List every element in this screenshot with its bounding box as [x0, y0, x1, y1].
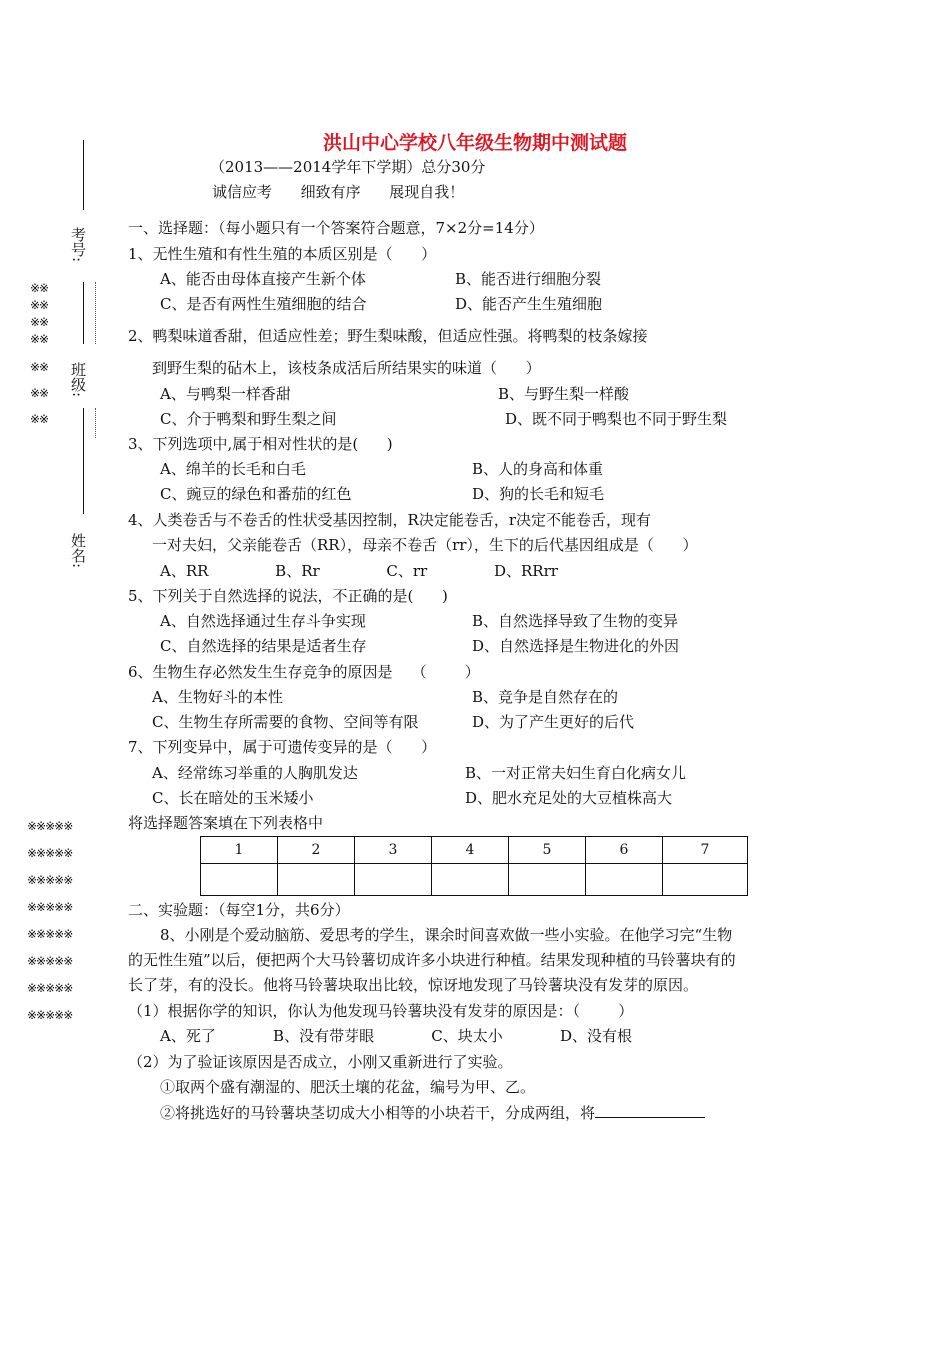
- q8-sub1-options: A、死了 B、没有带芽眼 C、块太小 D、没有根: [160, 1027, 633, 1045]
- q7-stem: 7、下列变异中，属于可遗传变异的是（ ）: [128, 738, 437, 756]
- q2-option-d: D、既不同于鸭梨也不同于野生梨: [505, 410, 728, 428]
- seal-marks: ※※: [30, 298, 49, 312]
- q8-text-line3: 长了芽，有的没长。他将马铃薯块取出比较，惊讶地发现了马铃薯块没有发芽的原因。: [128, 976, 699, 994]
- q1-option-c: C、是否有两性生殖细胞的结合: [160, 295, 367, 313]
- q2-option-b: B、与野生梨一样酸: [498, 385, 630, 403]
- exam-title: 洪山中心学校八年级生物期中测试题: [322, 132, 627, 154]
- seal-marks: ※※: [30, 386, 49, 400]
- q3-stem: 3、下列选项中,属于相对性状的是( ): [128, 435, 393, 453]
- q8-step2-text: ②将挑选好的马铃薯块茎切成大小相等的小块若干，分成两组，将: [160, 1104, 596, 1122]
- q2-stem: 2、鸭梨味道香甜，但适应性差；野生梨味酸，但适应性强。将鸭梨的枝条嫁接: [128, 327, 648, 345]
- q8-text-line2: 的无性生殖”以后，便把两个大马铃薯切成许多小块进行种植。结果发现种植的马铃薯块有的: [128, 951, 736, 969]
- answer-header-6: 6: [586, 837, 663, 864]
- answer-table: [200, 836, 748, 896]
- q8-step1: ①取两个盛有潮湿的、肥沃土壤的花盆，编号为甲、乙。: [160, 1078, 536, 1096]
- seal-marks: ※※: [30, 281, 49, 295]
- seal-marks: ※※: [30, 360, 49, 374]
- seal-marks: ※※: [30, 315, 49, 329]
- cut-line-dots: [95, 282, 96, 344]
- answer-header-2: 2: [278, 837, 355, 864]
- class-blank-line: [83, 282, 84, 344]
- answer-header-4: 4: [432, 837, 509, 864]
- q6-stem: 6、生物生存必然发生生存竞争的原因是 （ ）: [128, 663, 480, 681]
- answer-cell-3[interactable]: [355, 864, 432, 896]
- answer-cell-5[interactable]: [509, 864, 586, 896]
- seal-marks: ※※※※※: [27, 954, 73, 968]
- q4-stem: 4、人类卷舌与不卷舌的性状受基因控制，R决定能卷舌，r决定不能卷舌，现有: [128, 511, 652, 529]
- q2-option-c: C、介于鸭梨和野生梨之间: [160, 410, 337, 428]
- section1-heading: 一、选择题：（每小题只有一个答案符合题意，7×2分=14分）: [128, 219, 544, 237]
- q3-option-b: B、人的身高和体重: [472, 460, 604, 478]
- q1-option-d: D、能否产生生殖细胞: [455, 295, 603, 313]
- q6-option-b: B、竞争是自然存在的: [472, 688, 619, 706]
- seal-marks: ※※※※※: [27, 873, 73, 887]
- q5-option-b: B、自然选择导致了生物的变异: [472, 612, 679, 630]
- q8-text-line1: 8、小刚是个爱动脑筋、爱思考的学生，课余时间喜欢做一些小实验。在他学习完“生物: [160, 926, 733, 944]
- q6-option-c: C、生物生存所需要的食物、空间等有限: [152, 713, 419, 731]
- q3-option-d: D、狗的长毛和短毛: [472, 485, 605, 503]
- q8-step2: [160, 1103, 705, 1123]
- name-blank-line: [83, 408, 84, 514]
- q5-option-d: D、自然选择是生物进化的外因: [472, 637, 680, 655]
- q7-option-c: C、长在暗处的玉米矮小: [152, 789, 314, 807]
- exam-motto: 诚信应考 细致有序 展现自我！: [212, 183, 465, 201]
- q2-stem-cont: 到野生梨的砧木上，该枝条成活后所结果实的味道（ ）: [152, 359, 541, 377]
- answer-header-1: 1: [201, 837, 278, 864]
- exam-subtitle: （2013——2014学年下学期）总分30分: [210, 158, 486, 176]
- q7-option-a: A、经常练习举重的人胸肌发达: [152, 764, 358, 782]
- seal-marks: ※※※※※: [27, 1008, 73, 1022]
- answer-header-5: 5: [509, 837, 586, 864]
- seal-marks: ※※※※※: [27, 981, 73, 995]
- q5-stem: 5、下列关于自然选择的说法，不正确的是( ): [128, 587, 448, 605]
- seal-marks: ※※※※※: [27, 900, 73, 914]
- cut-line-dots: [95, 408, 96, 438]
- q1-stem: 1、无性生殖和有性生殖的本质区别是（ ）: [128, 245, 437, 263]
- seal-marks: ※※※※※: [27, 927, 73, 941]
- q7-option-b: B、一对正常夫妇生育白化病女儿: [465, 764, 687, 782]
- exam-no-label: 考号:: [69, 227, 87, 263]
- q2-option-a: A、与鸭梨一样香甜: [160, 385, 291, 403]
- answer-cell-4[interactable]: [432, 864, 509, 896]
- seal-marks: ※※※※※: [27, 819, 73, 833]
- exam-no-line: [83, 140, 84, 210]
- answer-header-3: 3: [355, 837, 432, 864]
- q3-option-c: C、豌豆的绿色和番茄的红色: [160, 485, 352, 503]
- q1-option-b: B、能否进行细胞分裂: [455, 270, 602, 288]
- q4-options: A、RR B、Rr C、rr D、RRrr: [160, 562, 558, 580]
- class-label: 班级:: [69, 362, 87, 398]
- seal-marks: ※※: [30, 332, 49, 346]
- name-label: 姓名:: [69, 533, 87, 569]
- answer-blank[interactable]: [595, 1103, 705, 1118]
- answer-cell-7[interactable]: [663, 864, 748, 896]
- q1-option-a: A、能否由母体直接产生新个体: [160, 270, 366, 288]
- seal-marks: ※※※※※: [27, 846, 73, 860]
- q6-option-a: A、生物好斗的本性: [152, 688, 283, 706]
- seal-marks: ※※: [30, 412, 49, 426]
- q5-option-c: C、自然选择的结果是适者生存: [160, 637, 367, 655]
- answer-cell-2[interactable]: [278, 864, 355, 896]
- q6-option-d: D、为了产生更好的后代: [472, 713, 635, 731]
- answer-header-7: 7: [663, 837, 748, 864]
- section2-heading: 二、实验题：（每空1分，共6分）: [128, 901, 350, 919]
- q5-option-a: A、自然选择通过生存斗争实现: [160, 612, 366, 630]
- answer-table-instruction: 将选择题答案填在下列表格中: [128, 814, 324, 832]
- answer-cell-6[interactable]: [586, 864, 663, 896]
- q3-option-a: A、绵羊的长毛和白毛: [160, 460, 306, 478]
- q7-option-d: D、肥水充足处的大豆植株高大: [465, 789, 673, 807]
- q8-sub1: （1）根据你学的知识，你认为他发现马铃薯块没有发芽的原因是：（ ）: [128, 1002, 634, 1020]
- q8-sub2: （2）为了验证该原因是否成立，小刚又重新进行了实验。: [128, 1053, 513, 1071]
- q4-stem-cont: 一对夫妇，父亲能卷舌（RR），母亲不卷舌（rr），生下的后代基因组成是（ ）: [152, 536, 698, 554]
- answer-cell-1[interactable]: [201, 864, 278, 896]
